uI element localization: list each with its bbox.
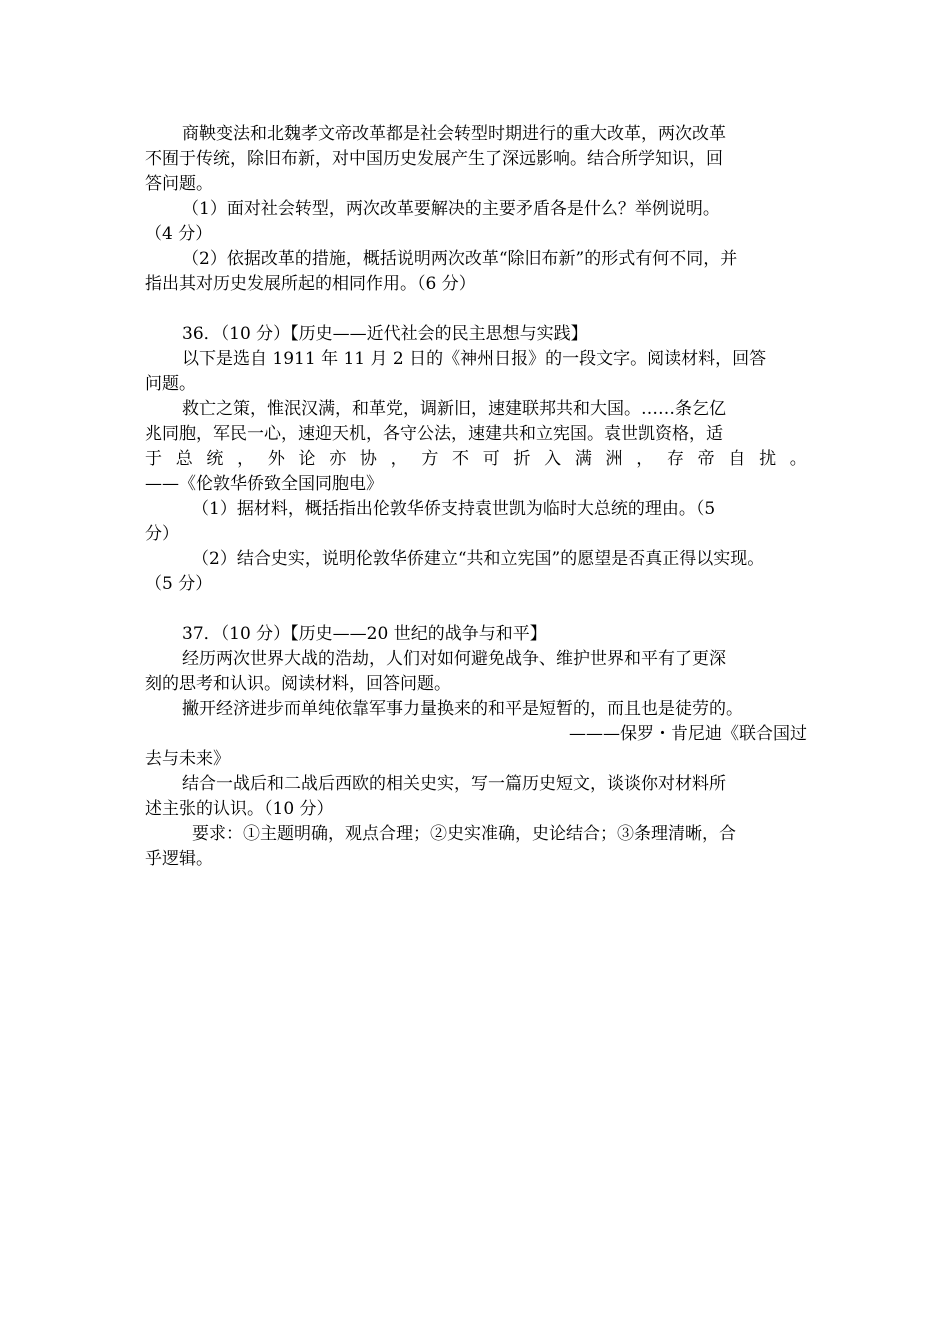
q35-stem-line-3: 答问题。 [145, 174, 213, 194]
q35-stem-line-1: 商鞅变法和北魏孝文帝改革都是社会转型时期进行的重大改革，两次改革 [182, 124, 726, 144]
q37-attribution-line-2: 去与未来》 [145, 749, 230, 769]
q36-spread-char: 扰 [759, 449, 777, 469]
q36-spread-char: 总 [175, 449, 193, 469]
q36-intro-line-2: 问题。 [145, 374, 196, 394]
q37-requirements-line-2: 乎逻辑。 [145, 849, 213, 869]
q36-sub1-line-1: （1）据材料，概括指出伦敦华侨支持袁世凯为临时大总统的理由。（5 [192, 499, 716, 519]
q36-spread-char: 可 [482, 449, 500, 469]
document-content [145, 122, 807, 872]
q36-spread-char: 存 [666, 449, 684, 469]
paragraph-gap [145, 597, 807, 622]
q36-spread-char: 折 [513, 449, 531, 469]
q36-source: ——《伦敦华侨致全国同胞电》 [145, 474, 383, 494]
q36-spread-char: 亦 [329, 449, 347, 469]
question-36 [145, 322, 807, 597]
q36-spread-char: ， [636, 449, 654, 469]
q37-task-line-1: 结合一战后和二战后西欧的相关史实，写一篇历史短文，谈谈你对材料所 [182, 774, 726, 794]
q36-spread-char: 于 [145, 449, 162, 469]
q36-spread-char: 不 [452, 449, 470, 469]
q36-spread-char: ， [237, 449, 255, 469]
q35-sub1-line-1: （1）面对社会转型，两次改革要解决的主要矛盾各是什么？举例说明。 [182, 199, 720, 219]
q36-spread-char: 外 [267, 449, 285, 469]
q36-spread-char: 协 [359, 449, 377, 469]
paragraph-gap [145, 297, 807, 322]
q36-spread-char: 。 [789, 449, 807, 469]
q35-sub1-line-2: （4 分） [145, 224, 213, 244]
q36-spread-char: 统 [206, 449, 224, 469]
q36-intro-line-1: 以下是选自 1911 年 11 月 2 日的《神州日报》的一段文字。阅读材料，回答 [182, 349, 767, 369]
question-37 [145, 622, 807, 872]
q36-material-line-1: 救亡之策，惟泯汉满，和革党，调新旧，速建联邦共和大国。……条乞亿 [182, 399, 726, 419]
q37-quote: 撇开经济进步而单纯依靠军事力量换来的和平是短暂的，而且也是徒劳的。 [182, 699, 743, 719]
q37-task-line-2: 述主张的认识。（10 分） [145, 799, 334, 819]
q37-requirements-line-1: 要求：①主题明确，观点合理；②史实准确，史论结合；③条理清晰，合 [192, 824, 736, 844]
q36-spread-char: 洲 [605, 449, 623, 469]
q36-spread-char: ， [390, 449, 408, 469]
q36-spread-char: 帝 [697, 449, 715, 469]
q37-intro-line-2: 刻的思考和认识。阅读材料，回答问题。 [145, 674, 451, 694]
q36-spread-char: 自 [728, 449, 746, 469]
q36-spread-char: 满 [574, 449, 592, 469]
q36-sub1-line-2: 分） [145, 524, 179, 544]
q37-intro-line-1: 经历两次世界大战的浩劫，人们对如何避免战争、维护世界和平有了更深 [182, 649, 726, 669]
q36-spread-char: 入 [544, 449, 562, 469]
q37-header: 37．（10 分）【历史——20 世纪的战争与和平】 [182, 624, 547, 644]
q36-sub2-line-2: （5 分） [145, 574, 213, 594]
q36-spread-char: 论 [298, 449, 316, 469]
q35-stem-line-2: 不囿于传统，除旧布新，对中国历史发展产生了深远影响。结合所学知识，回 [145, 149, 723, 169]
q36-header: 36．（10 分）【历史——近代社会的民主思想与实践】 [182, 324, 588, 344]
q35-sub2-line-1: （2）依据改革的措施，概括说明两次改革“除旧布新”的形式有何不同，并 [182, 249, 738, 269]
q36-spread-char: 方 [421, 449, 439, 469]
q37-attribution-line-1: ———保罗・肯尼迪《联合国过 [569, 724, 807, 744]
question-35 [145, 122, 807, 297]
q35-sub2-line-2: 指出其对历史发展所起的相同作用。（6 分） [145, 274, 476, 294]
q36-material-line-2: 兆同胞，军民一心，速迎天机，各守公法，速建共和立宪国。袁世凯资格，适 [145, 424, 723, 444]
q36-material-line-3 [145, 447, 807, 472]
q36-sub2-line-1: （2）结合史实，说明伦敦华侨建立“共和立宪国”的愿望是否真正得以实现。 [192, 549, 765, 569]
